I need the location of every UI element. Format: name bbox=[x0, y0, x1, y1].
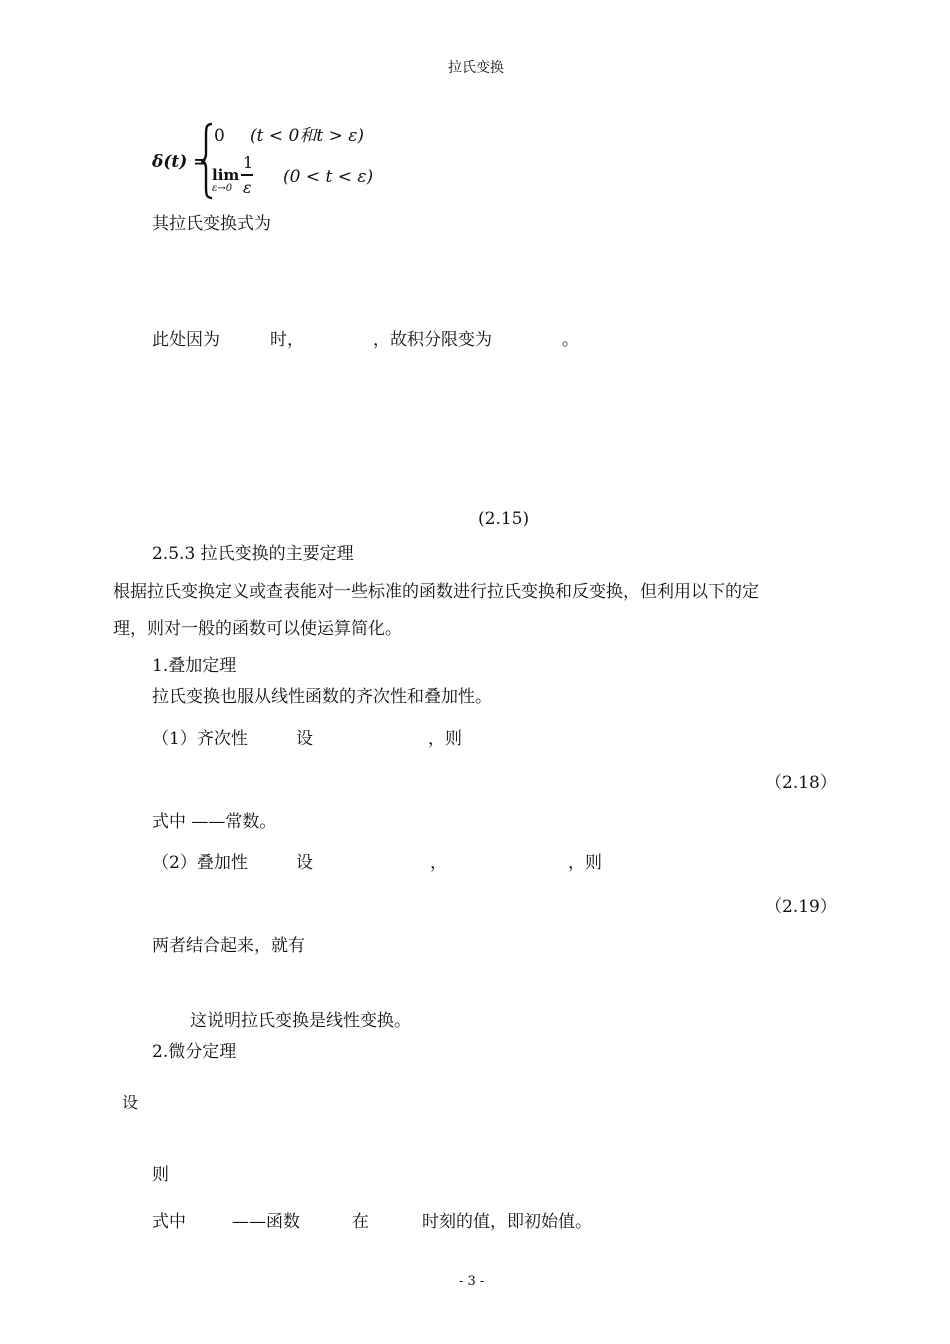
text-because-a: 此处因为 bbox=[152, 330, 220, 350]
formula-case2-numerator: 1 bbox=[243, 153, 254, 172]
text-laplace-transform-is: 其拉氏变换式为 bbox=[152, 214, 271, 234]
differential-note-b: ——函数 bbox=[232, 1212, 300, 1232]
formula-fraction-bar bbox=[241, 174, 253, 176]
theorem-2-title: 2.微分定理 bbox=[152, 1042, 237, 1062]
homogeneity-label: （1）齐次性 bbox=[152, 729, 248, 749]
theorem-1-title: 1.叠加定理 bbox=[152, 656, 237, 676]
text-because-d: 。 bbox=[562, 330, 579, 350]
combined-text: 两者结合起来，就有 bbox=[152, 936, 305, 956]
page-number: - 3 - bbox=[459, 1274, 485, 1289]
homogeneity-set: 设 bbox=[296, 729, 313, 749]
formula-case2-denominator: ε bbox=[243, 178, 252, 197]
formula-case2-lim: lim bbox=[212, 166, 240, 184]
superposition-label: （2）叠加性 bbox=[152, 853, 248, 873]
differential-note-d: 时刻的值，即初始值。 bbox=[422, 1212, 592, 1232]
paragraph-line-1: 根据拉氏变换定义或查表能对一些标准的函数进行拉氏变换和反变换，但利用以下的定 bbox=[113, 582, 759, 602]
formula-case2-sub: ε→0 bbox=[212, 183, 233, 194]
equation-number-2-19: （2.19） bbox=[765, 897, 837, 917]
differential-note-a: 式中 bbox=[152, 1212, 186, 1232]
text-because-b: 时， bbox=[270, 330, 304, 350]
section-heading: 2.5.3 拉氏变换的主要定理 bbox=[152, 544, 354, 564]
linearity-text: 这说明拉氏变换是线性变换。 bbox=[190, 1011, 411, 1031]
superposition-set: 设 bbox=[296, 853, 313, 873]
differential-set: 设 bbox=[122, 1093, 139, 1112]
differential-note-c: 在 bbox=[352, 1212, 369, 1232]
differential-then: 则 bbox=[152, 1165, 169, 1185]
superposition-then: ，则 bbox=[568, 853, 602, 873]
paragraph-line-2: 理，则对一般的函数可以使运算简化。 bbox=[113, 619, 402, 639]
theorem-1-description: 拉氏变换也服从线性函数的齐次性和叠加性。 bbox=[152, 687, 492, 707]
equation-number-2-18: （2.18） bbox=[765, 773, 837, 793]
equation-number-2-15: (2.15) bbox=[478, 509, 530, 529]
formula-lhs: δ(t) = bbox=[152, 152, 208, 172]
formula-case2-condition: (0 < t < ε) bbox=[283, 167, 374, 187]
homogeneity-then: ，则 bbox=[428, 729, 462, 749]
header-title: 拉氏变换 bbox=[448, 60, 504, 76]
formula-case1-condition: (t < 0和t > ε) bbox=[250, 126, 364, 146]
text-because-c: ，故积分限变为 bbox=[373, 330, 492, 350]
formula-case1-value: 0 bbox=[214, 126, 225, 146]
homogeneity-note: 式中 ——常数。 bbox=[152, 812, 277, 832]
superposition-comma: ， bbox=[430, 853, 447, 873]
